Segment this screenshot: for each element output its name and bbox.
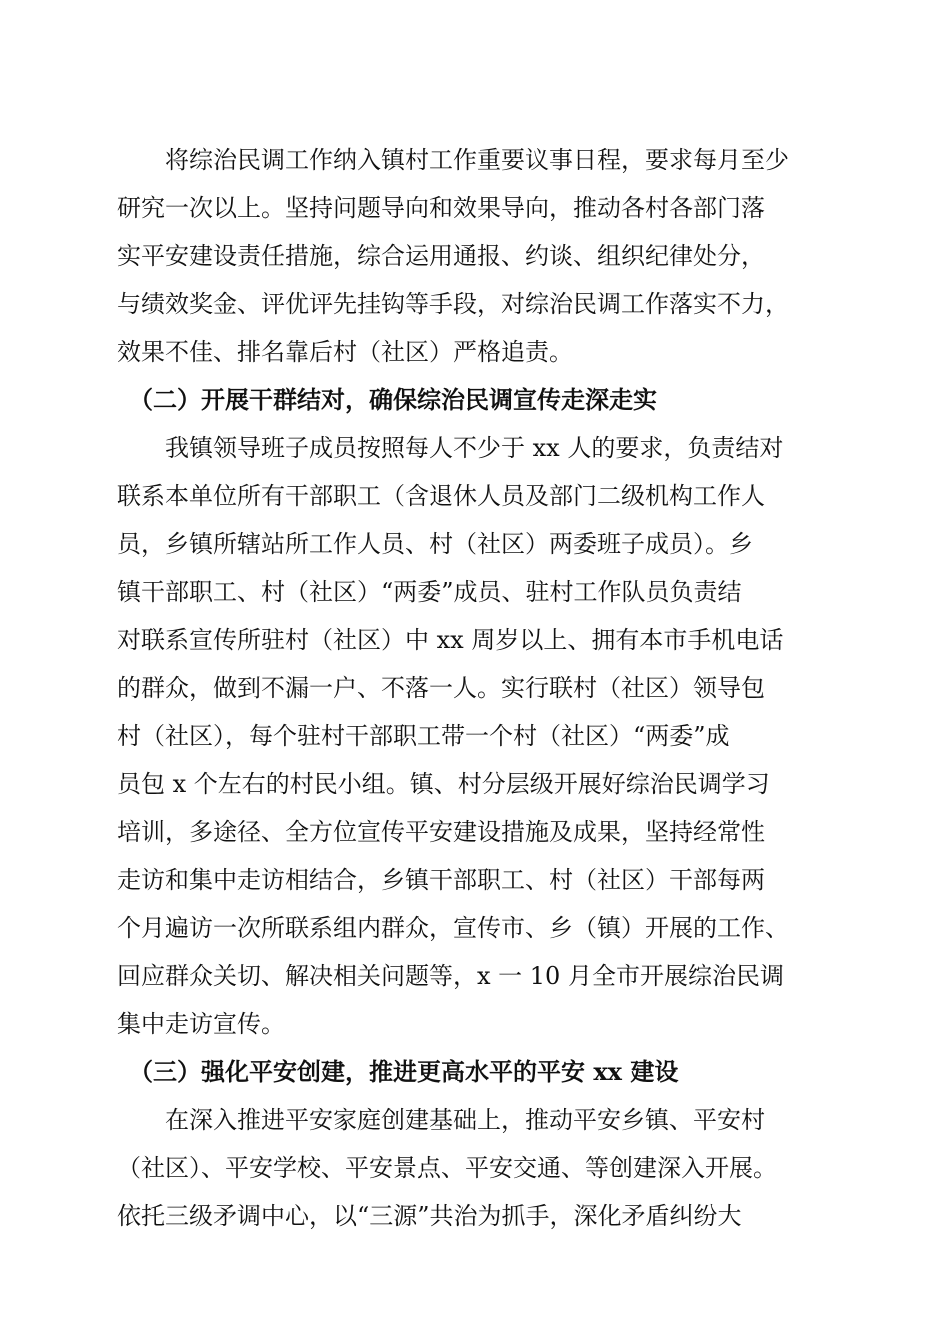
section-heading-3: （三）强化平安创建，推进更高水平的平安 xx 建设 — [117, 1057, 679, 1086]
paragraph-2-line-5: 对联系宣传所驻村（社区）中 xx 周岁以上、拥有本市手机电话 — [117, 626, 784, 654]
paragraph-1-line-4: 与绩效奖金、评优评先挂钩等手段，对综治民调工作落实不力， — [117, 290, 789, 318]
paragraph-1-line-1: 将综治民调工作纳入镇村工作重要议事日程，要求每月至少 — [117, 146, 789, 174]
paragraph-2-line-1: 我镇领导班子成员按照每人不少于 xx 人的要求，负责结对 — [117, 434, 784, 462]
paragraph-2-line-11: 个月遍访一次所联系组内群众，宣传市、乡（镇）开展的工作、 — [117, 914, 789, 942]
paragraph-2-line-10: 走访和集中走访相结合，乡镇干部职工、村（社区）干部每两 — [117, 866, 765, 894]
paragraph-2-line-4: 镇干部职工、村（社区）“两委”成员、驻村工作队员负责结 — [117, 578, 742, 606]
paragraph-3-line-3: 依托三级矛调中心，以“三源”共治为抓手，深化矛盾纠纷大 — [117, 1202, 742, 1230]
paragraph-2-line-6: 的群众，做到不漏一户、不落一人。实行联村（社区）领导包 — [117, 674, 765, 702]
paragraph-2-line-8: 员包 x 个左右的村民小组。镇、村分层级开展好综治民调学习 — [117, 770, 770, 798]
paragraph-1-line-5: 效果不佳、排名靠后村（社区）严格追责。 — [117, 338, 573, 366]
paragraph-1-line-2: 研究一次以上。坚持问题导向和效果导向，推动各村各部门落 — [117, 194, 765, 222]
paragraph-2-line-9: 培训，多途径、全方位宣传平安建设措施及成果，坚持经常性 — [117, 818, 765, 846]
paragraph-3-line-1: 在深入推进平安家庭创建基础上，推动平安乡镇、平安村 — [117, 1106, 765, 1134]
paragraph-2-line-12: 回应群众关切、解决相关问题等，x 一 10 月全市开展综治民调 — [117, 962, 784, 990]
paragraph-1-line-3: 实平安建设责任措施，综合运用通报、约谈、组织纪律处分， — [117, 242, 765, 270]
paragraph-2-line-13: 集中走访宣传。 — [117, 1010, 285, 1038]
paragraph-3-line-2: （社区）、平安学校、平安景点、平安交通、等创建深入开展。 — [117, 1154, 777, 1182]
paragraph-2-line-2: 联系本单位所有干部职工（含退休人员及部门二级机构工作人 — [117, 482, 765, 510]
paragraph-2-line-3: 员，乡镇所辖站所工作人员、村（社区）两委班子成员）。乡 — [117, 530, 753, 558]
paragraph-2-line-7: 村（社区），每个驻村干部职工带一个村（社区）“两委”成 — [117, 722, 730, 750]
section-heading-2: （二）开展干群结对，确保综治民调宣传走深走实 — [117, 385, 657, 414]
